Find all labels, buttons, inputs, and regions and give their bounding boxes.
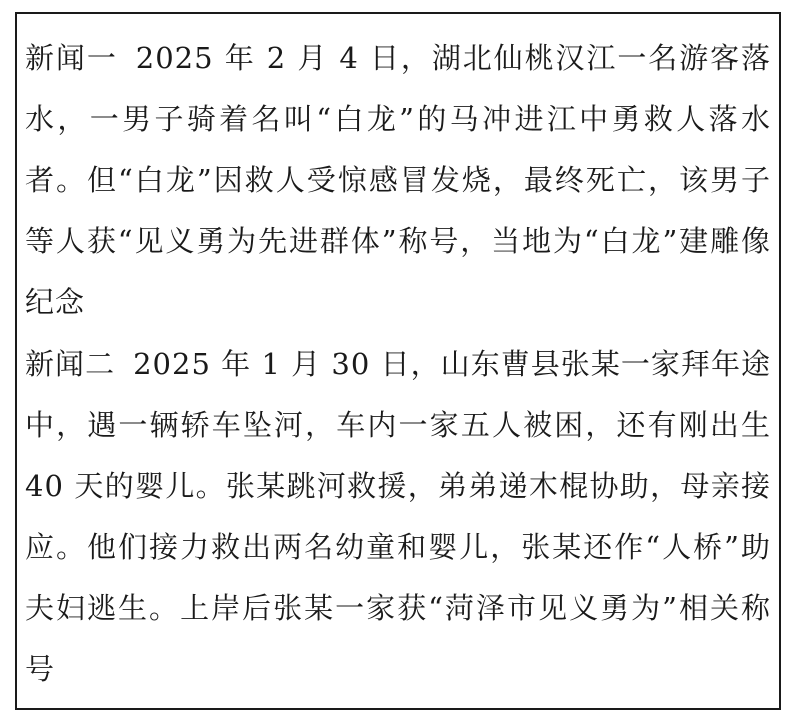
news-item-1-label: 新闻一 xyxy=(25,41,118,75)
news-item-2-label: 新闻二 xyxy=(25,347,116,381)
news-item-1 xyxy=(25,28,771,333)
news-item-2-text: 2025 年 1 月 30 日，山东曹县张某一家拜年途中，遇一辆轿车坠河，车内一家五人被困，还有刚出生 40 天的婴儿。张某跳河救援，弟弟递木棍协助，母亲接应。他们接力救出两名幼童和婴儿，张某还作“人桥”助夫妇逃生。上岸后张某一家获“菏泽市见义勇为”相关称号 xyxy=(25,347,771,686)
news-item-1-text: 2025 年 2 月 4 日，湖北仙桃汉江一名游客落水，一男子骑着名叫“白龙”的马冲进江中勇救人落水者。但“白龙”因救人受惊感冒发烧，最终死亡，该男子等人获“见义勇为先进群体”称号，当地为“白龙”建雕像纪念 xyxy=(25,41,771,319)
news-item-2 xyxy=(25,334,771,700)
news-material-box xyxy=(15,12,781,710)
